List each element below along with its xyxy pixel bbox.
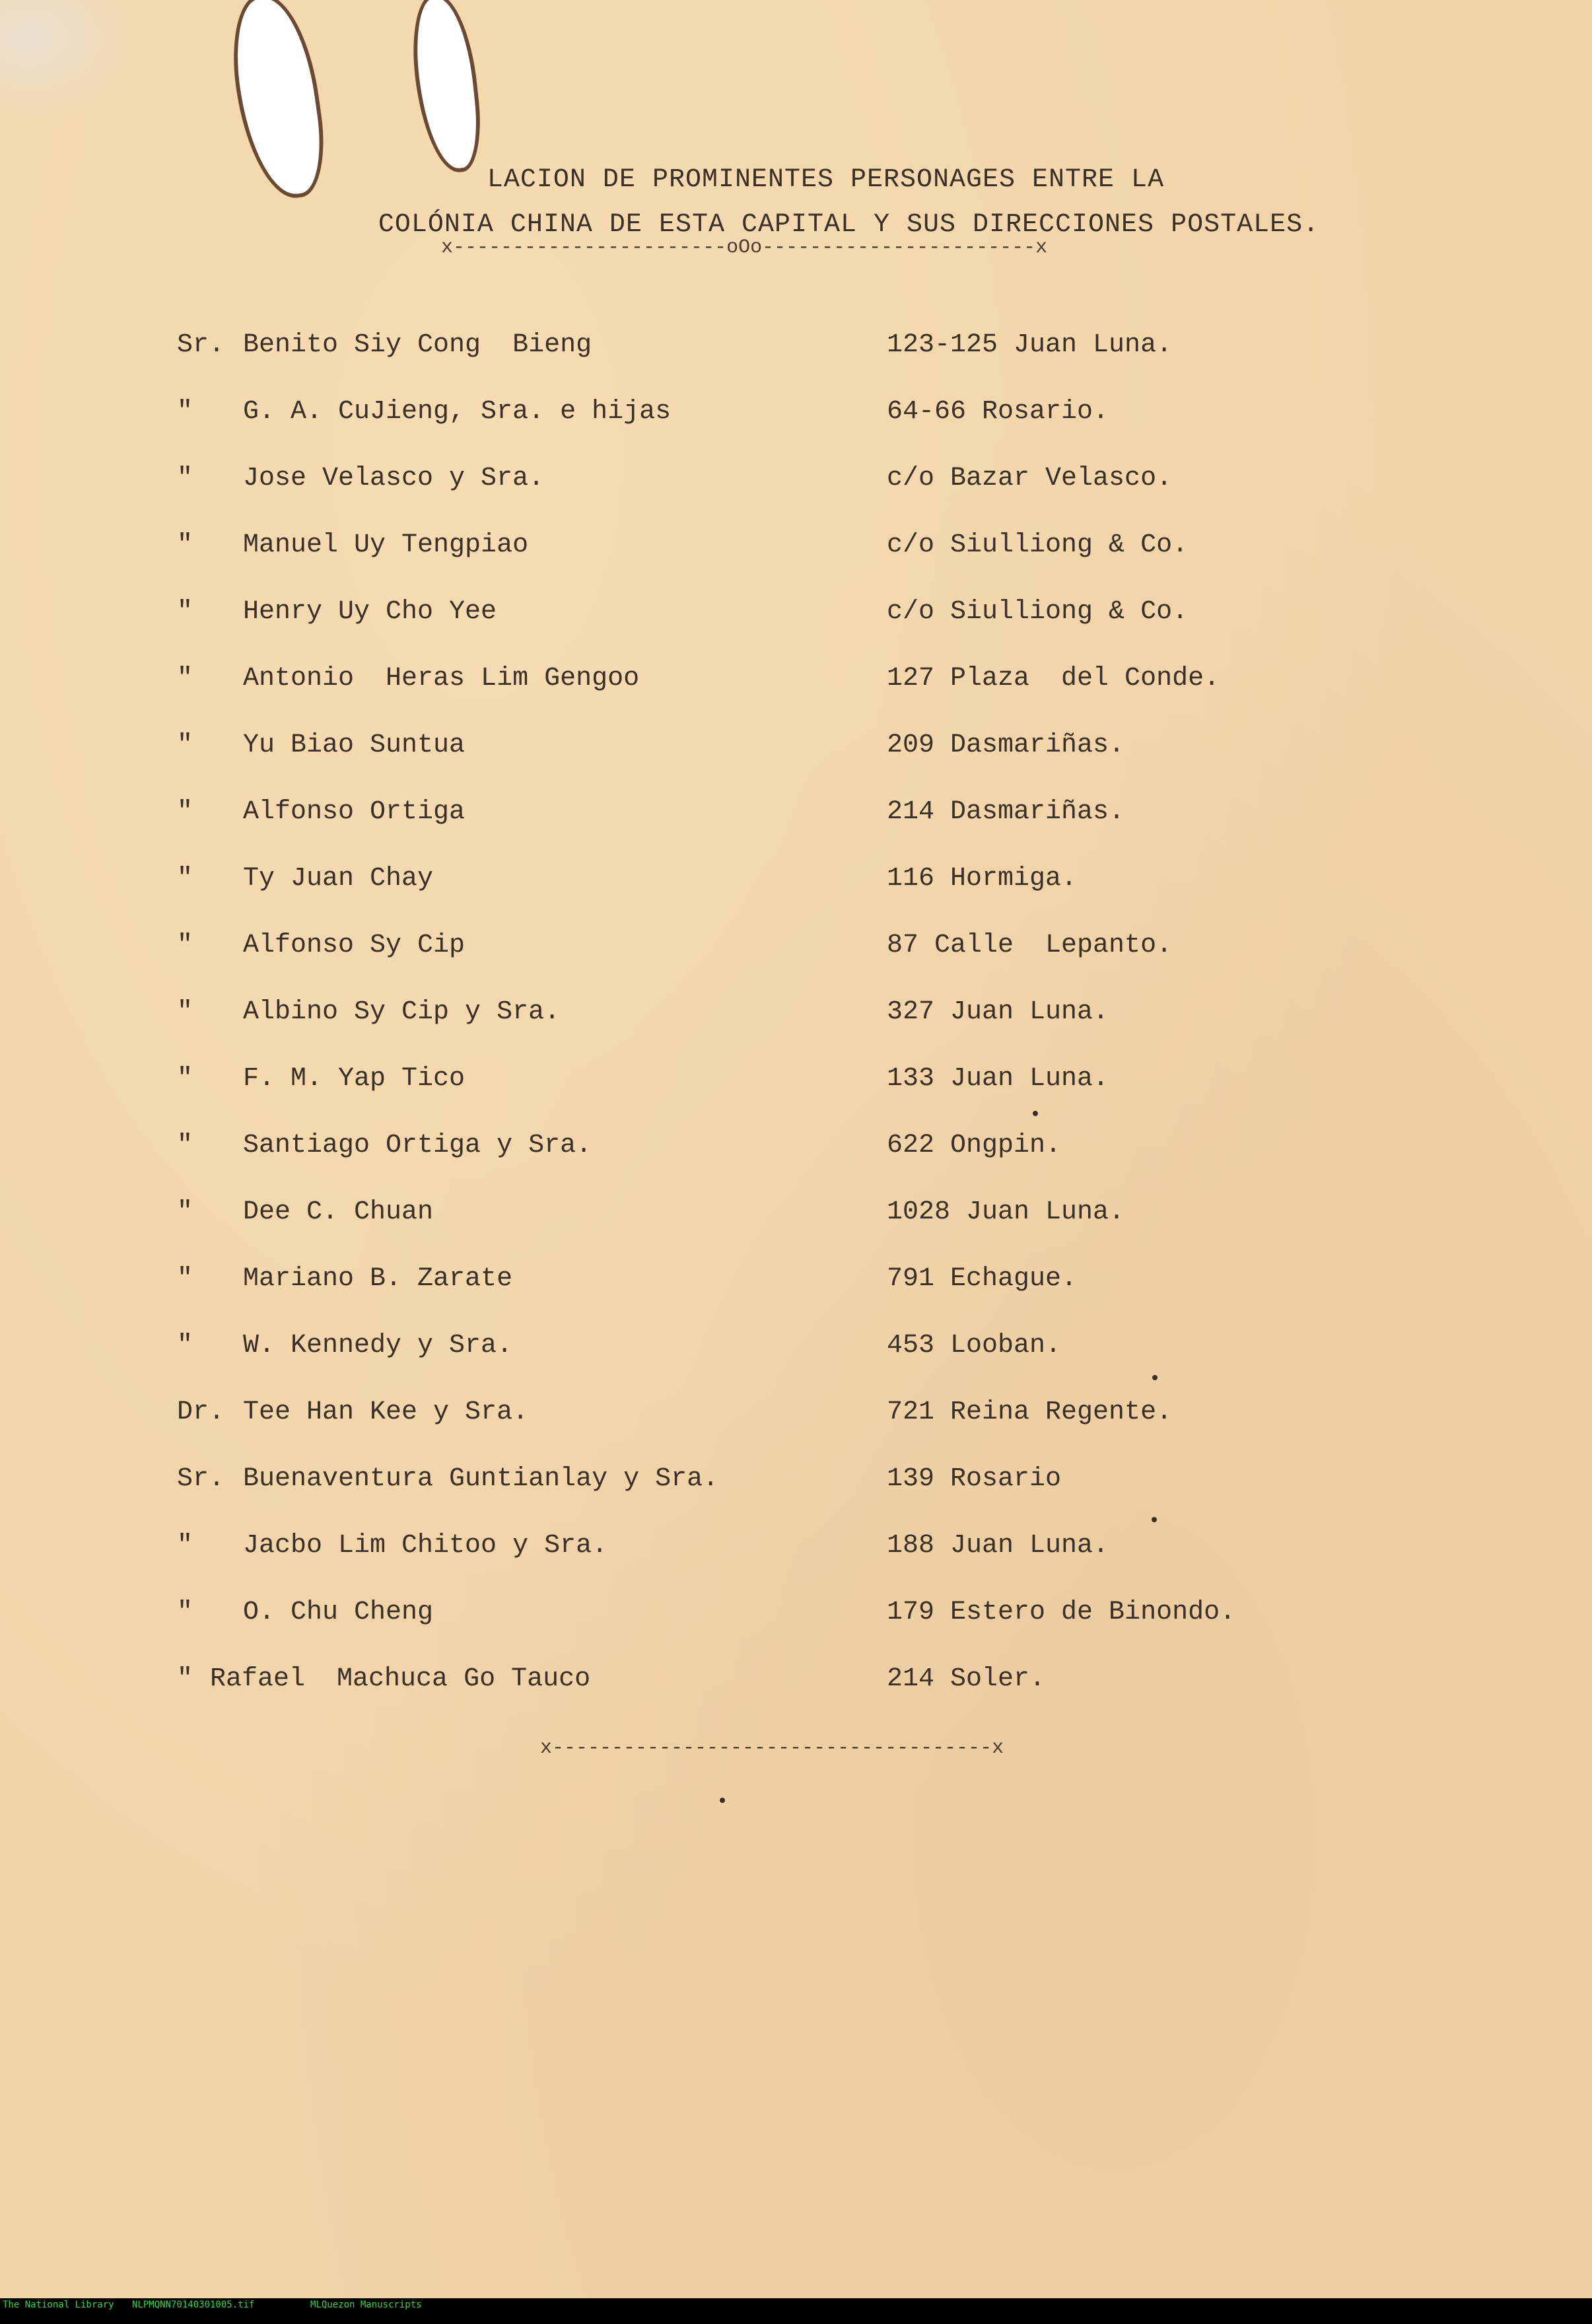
list-item — [0, 1064, 1592, 1131]
paper-stain — [0, 0, 145, 125]
entry-prefix: " — [177, 730, 193, 760]
entry-prefix: " — [177, 1264, 193, 1294]
entry-address: c/o Siulliong & Co. — [887, 530, 1189, 560]
entry-name: Santiago Ortiga y Sra. — [243, 1131, 592, 1160]
entry-prefix: " — [177, 1064, 193, 1094]
entry-address: 64-66 Rosario. — [887, 397, 1109, 427]
entry-prefix: " — [177, 1531, 193, 1561]
entry-address: 327 Juan Luna. — [887, 997, 1109, 1027]
entry-list — [0, 330, 1592, 1731]
list-item — [0, 1464, 1592, 1531]
entry-name: Alfonso Ortiga — [243, 797, 466, 827]
entry-prefix: " — [177, 397, 193, 427]
list-item — [0, 1397, 1592, 1464]
entry-name: G. A. CuJieng, Sra. e hijas — [243, 397, 672, 427]
entry-name: Tee Han Kee y Sra. — [243, 1397, 529, 1427]
list-item — [0, 1598, 1592, 1664]
list-item — [0, 530, 1592, 597]
ink-speck — [1033, 1111, 1038, 1116]
document-title-line-1: LACION DE PROMINENTES PERSONAGES ENTRE LA — [487, 165, 1165, 195]
entry-name: Buenaventura Guntianlay y Sra. — [243, 1464, 719, 1494]
entry-prefix: " — [177, 931, 193, 960]
list-item — [0, 597, 1592, 664]
list-item — [0, 1264, 1592, 1331]
entry-prefix: " — [177, 997, 193, 1027]
list-item — [0, 730, 1592, 797]
entry-name: F. M. Yap Tico — [243, 1064, 466, 1094]
ink-speck — [720, 1798, 725, 1803]
entry-name: Henry Uy Cho Yee — [243, 597, 497, 627]
entry-address: 622 Ongpin. — [887, 1131, 1062, 1160]
list-item — [0, 1131, 1592, 1197]
entry-address: c/o Bazar Velasco. — [887, 464, 1173, 493]
entry-name: Mariano B. Zarate — [243, 1264, 513, 1294]
entry-address: 453 Looban. — [887, 1331, 1062, 1360]
list-item — [0, 797, 1592, 864]
closing-divider: x-------------------------------------x — [540, 1737, 1004, 1759]
list-item — [0, 1531, 1592, 1598]
ink-speck — [1152, 1375, 1158, 1380]
list-item — [0, 1664, 1592, 1731]
entry-address: 188 Juan Luna. — [887, 1531, 1109, 1561]
document-title-line-2: COLÓNIA CHINA DE ESTA CAPITAL Y SUS DIRECCIONES POSTALES. — [378, 210, 1320, 240]
footer-file: NLPMQNN70140301005.tif — [132, 2300, 255, 2310]
title-divider: x-----------------------oOo-----------------------x — [441, 236, 1048, 259]
entry-name: Jacbo Lim Chitoo y Sra. — [243, 1531, 608, 1561]
entry-name: Benito Siy Cong Bieng — [243, 330, 592, 360]
footer-collection: MLQuezon Manuscripts — [310, 2300, 422, 2310]
entry-prefix: " — [177, 464, 193, 493]
entry-address: 139 Rosario — [887, 1464, 1062, 1494]
entry-name: Rafael Machuca Go Tauco — [210, 1664, 591, 1694]
list-item — [0, 397, 1592, 464]
entry-address: c/o Siulliong & Co. — [887, 597, 1189, 627]
entry-prefix: " — [177, 664, 193, 693]
entry-prefix: " — [177, 797, 193, 827]
footer-source: The National Library — [3, 2300, 114, 2310]
entry-address: 116 Hormiga. — [887, 864, 1078, 894]
entry-name: Jose Velasco y Sra. — [243, 464, 545, 493]
entry-prefix: " — [177, 1331, 193, 1360]
entry-prefix: " — [177, 1598, 193, 1627]
entry-name: Manuel Uy Tengpiao — [243, 530, 529, 560]
entry-address: 209 Dasmariñas. — [887, 730, 1125, 760]
ink-speck — [1152, 1517, 1157, 1522]
paper-burn-hole — [407, 0, 486, 176]
entry-name: Dee C. Chuan — [243, 1197, 434, 1227]
entry-name: Albino Sy Cip y Sra. — [243, 997, 561, 1027]
list-item — [0, 997, 1592, 1064]
entry-name: Ty Juan Chay — [243, 864, 434, 894]
entry-address: 721 Reina Regente. — [887, 1397, 1173, 1427]
entry-prefix: " — [177, 597, 193, 627]
entry-address: 791 Echague. — [887, 1264, 1078, 1294]
entry-name: O. Chu Cheng — [243, 1598, 434, 1627]
entry-address: 133 Juan Luna. — [887, 1064, 1109, 1094]
entry-prefix: Sr. — [177, 330, 225, 360]
entry-address: 1028 Juan Luna. — [887, 1197, 1125, 1227]
entry-address: 123-125 Juan Luna. — [887, 330, 1173, 360]
entry-address: 87 Calle Lepanto. — [887, 931, 1173, 960]
list-item — [0, 931, 1592, 997]
entry-address: 214 Dasmariñas. — [887, 797, 1125, 827]
entry-name: Antonio Heras Lim Gengoo — [243, 664, 640, 693]
entry-prefix: Sr. — [177, 1464, 225, 1494]
entry-prefix: " — [177, 1197, 193, 1227]
list-item — [0, 664, 1592, 730]
entry-address: 214 Soler. — [887, 1664, 1046, 1694]
list-item — [0, 464, 1592, 530]
list-item — [0, 330, 1592, 397]
entry-address: 179 Estero de Binondo. — [887, 1598, 1236, 1627]
entry-prefix: Dr. — [177, 1397, 225, 1427]
entry-address: 127 Plaza del Conde. — [887, 664, 1220, 693]
entry-prefix: " — [177, 1131, 193, 1160]
entry-name: W. Kennedy y Sra. — [243, 1331, 513, 1360]
entry-prefix: " — [177, 864, 193, 894]
entry-name: Alfonso Sy Cip — [243, 931, 466, 960]
list-item — [0, 1331, 1592, 1397]
entry-name: Yu Biao Suntua — [243, 730, 466, 760]
list-item — [0, 1197, 1592, 1264]
entry-prefix: " — [177, 1664, 193, 1694]
list-item — [0, 864, 1592, 931]
entry-prefix: " — [177, 530, 193, 560]
